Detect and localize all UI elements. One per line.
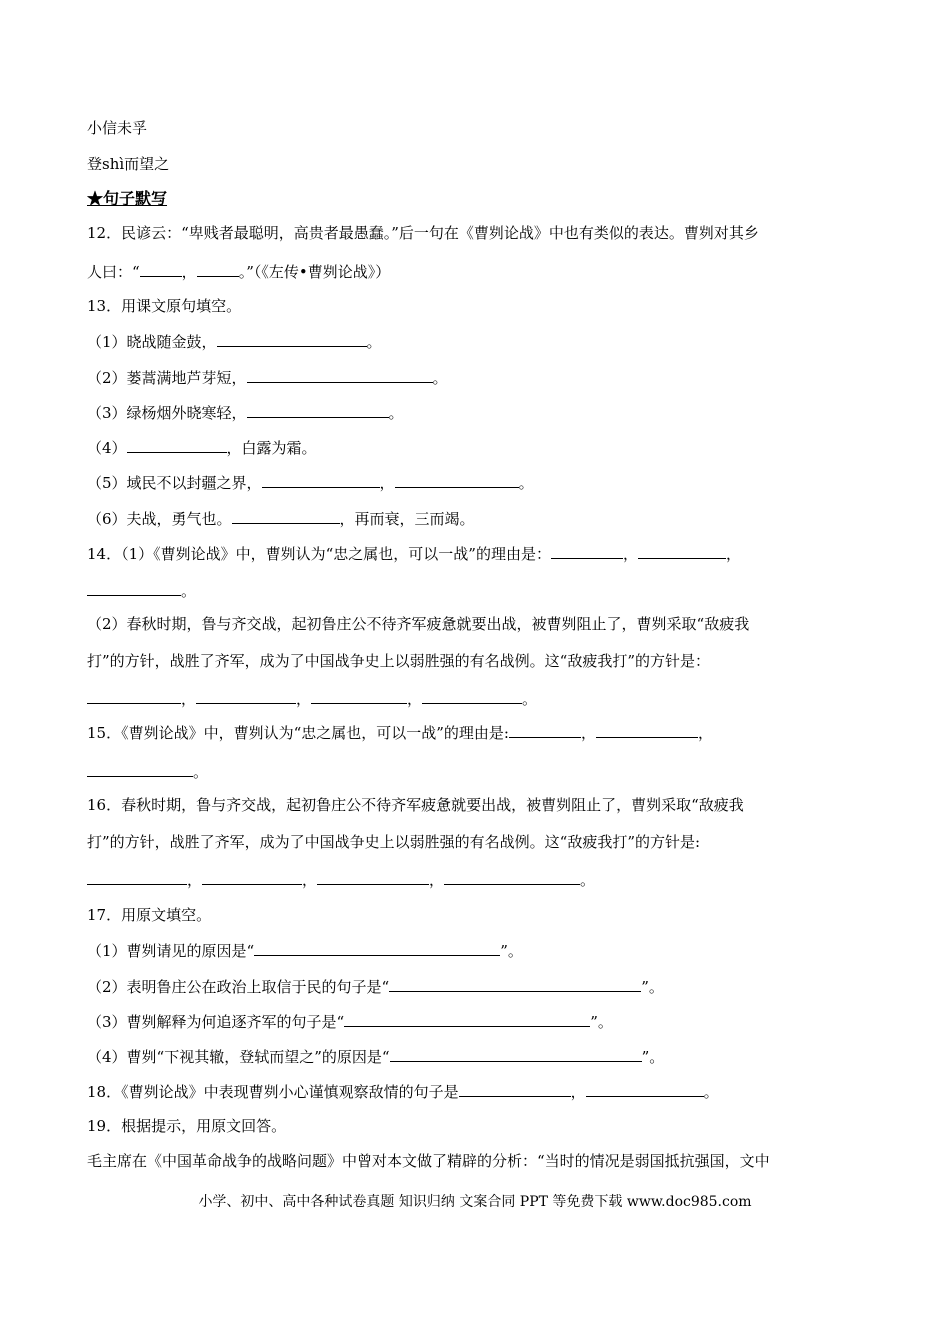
question-17-item-3 — [87, 1011, 613, 1032]
question-17-item-4 — [87, 1046, 664, 1067]
text-fragment: （2）蒌蒿满地芦芽短， — [87, 369, 247, 387]
answer-blank[interactable] — [202, 869, 302, 885]
question-12-line-1: 12．民谚云：“卑贱者最聪明，高贵者最愚蠢。”后一句在《曹刿论战》中也有类似的表达。曹刿对其乡 — [87, 224, 759, 242]
text-fragment: 。 — [703, 1083, 719, 1101]
text-fragment: ， — [580, 724, 596, 742]
answer-blank[interactable] — [87, 869, 187, 885]
text-fragment: 人曰：“ — [87, 263, 140, 281]
answer-blank[interactable] — [344, 1011, 590, 1027]
text-fragment: 。 — [522, 690, 538, 708]
text-fragment: （5）域民不以封疆之界， — [87, 474, 262, 492]
answer-blank[interactable] — [422, 688, 522, 704]
answer-blank[interactable] — [389, 976, 641, 992]
text-fragment: （3）曹刿解释为何追逐齐军的句子是“ — [87, 1013, 345, 1031]
text-fragment: ”。 — [641, 1048, 665, 1066]
answer-blank[interactable] — [87, 688, 181, 704]
question-17-stem: 17．用原文填空。 — [87, 906, 212, 924]
text-fragment: （1）曹刿请见的原因是“ — [87, 942, 255, 960]
question-12-line-2 — [87, 261, 390, 282]
page-footer: 小学、初中、高中各种试卷真题 知识归纳 文案合同 PPT 等免费下载 www.doc985.com — [198, 1194, 752, 1210]
answer-blank[interactable] — [247, 402, 389, 418]
text-fragment: ， — [570, 1083, 586, 1101]
question-16-line-2: 打”的方针，战胜了齐军，成为了中国战争史上以弱胜强的有名战例。这“敌疲我打”的方针是: — [87, 833, 701, 851]
question-14-line-3: （2）春秋时期，鲁与齐交战，起初鲁庄公不待齐军疲惫就要出战，被曹刿阻止了，曹刿采取“敌疲我 — [87, 615, 750, 633]
question-14-line-5 — [87, 688, 537, 709]
question-13-stem: 13．用课文原句填空。 — [87, 297, 242, 315]
answer-blank[interactable] — [232, 508, 340, 524]
text-fragment: ， — [379, 474, 395, 492]
answer-blank[interactable] — [551, 543, 623, 559]
question-19-stem: 19．根据提示，用原文回答。 — [87, 1117, 287, 1135]
question-19-line-2: 毛主席在《中国革命战争的战略问题》中曾对本文做了精辟的分析：“当时的情况是弱国抵抗强国，文中 — [87, 1152, 770, 1170]
text-fragment: 14．（1）《曹刿论战》中，曹刿认为“忠之属也，可以一战”的理由是： — [87, 545, 551, 563]
text-fragment: ， — [726, 545, 742, 563]
text-fragment: 。 — [432, 369, 448, 387]
question-13-item-3 — [87, 402, 404, 423]
answer-blank[interactable] — [586, 1081, 704, 1097]
question-18 — [87, 1081, 719, 1102]
text-fragment: ， — [429, 871, 445, 889]
question-14-line-2 — [87, 580, 196, 601]
question-13-item-6 — [87, 508, 475, 529]
text-fragment: ”。 — [500, 942, 523, 960]
text-fragment: 。 — [193, 763, 209, 781]
section-heading: ★句子默写 — [87, 189, 168, 208]
answer-blank[interactable] — [254, 940, 500, 956]
text-line: 登shì而望之 — [87, 155, 170, 173]
text-fragment: 。 — [181, 582, 197, 600]
text-fragment: ， — [296, 690, 312, 708]
text-fragment: 。 — [580, 871, 596, 889]
answer-blank[interactable] — [390, 1046, 642, 1062]
text-fragment: ， — [181, 690, 197, 708]
text-fragment: ， — [302, 871, 318, 889]
question-17-item-1 — [87, 940, 523, 961]
answer-blank[interactable] — [444, 869, 580, 885]
question-16-line-1: 16．春秋时期，鲁与齐交战，起初鲁庄公不待齐军疲惫就要出战，被曹刿阻止了，曹刿采取“敌疲我 — [87, 796, 744, 814]
text-fragment: ， — [187, 871, 203, 889]
answer-blank[interactable] — [127, 437, 227, 453]
text-fragment: 15．《曹刿论战》中，曹刿认为“忠之属也，可以一战”的理由是: — [87, 724, 509, 742]
text-fragment: ，再而衰，三而竭。 — [339, 510, 475, 528]
text-fragment: ， — [181, 263, 197, 281]
question-15-line-1 — [87, 722, 713, 743]
text-fragment: （3）绿杨烟外晓寒轻， — [87, 404, 247, 422]
answer-blank[interactable] — [140, 261, 182, 277]
question-16-line-3 — [87, 869, 595, 890]
text-line: 小信未孚 — [87, 119, 148, 137]
question-14-line-1 — [87, 543, 741, 564]
question-13-item-2 — [87, 367, 448, 388]
text-fragment: ”。 — [641, 978, 664, 996]
text-fragment: （4） — [87, 439, 127, 457]
text-fragment: ， — [407, 690, 423, 708]
text-fragment: （6）夫战，勇气也。 — [87, 510, 232, 528]
question-15-line-2 — [87, 761, 208, 782]
answer-blank[interactable] — [596, 722, 698, 738]
text-fragment: （4）曹刿“下视其辙，登轼而望之”的原因是“ — [87, 1048, 390, 1066]
answer-blank[interactable] — [197, 261, 239, 277]
answer-blank[interactable] — [459, 1081, 571, 1097]
text-fragment: （2）表明鲁庄公在政治上取信于民的句子是“ — [87, 978, 390, 996]
question-14-line-4: 打”的方针，战胜了齐军，成为了中国战争史上以弱胜强的有名战例。这“敌疲我打”的方针是： — [87, 652, 711, 670]
answer-blank[interactable] — [638, 543, 726, 559]
text-fragment: （1）晓战随金鼓， — [87, 333, 217, 351]
answer-blank[interactable] — [196, 688, 296, 704]
text-fragment: ”。 — [590, 1013, 613, 1031]
text-fragment: 18．《曹刿论战》中表现曹刿小心谨慎观察敌情的句子是 — [87, 1083, 459, 1101]
text-fragment: ， — [622, 545, 638, 563]
text-fragment: 。 — [518, 474, 534, 492]
answer-blank[interactable] — [87, 761, 193, 777]
question-13-item-1 — [87, 331, 382, 352]
text-fragment: 。”（《左传•曹刿论战》） — [238, 263, 391, 281]
answer-blank[interactable] — [217, 331, 367, 347]
answer-blank[interactable] — [509, 722, 581, 738]
answer-blank[interactable] — [247, 367, 433, 383]
text-fragment: ，白露为霜。 — [226, 439, 317, 457]
answer-blank[interactable] — [262, 472, 380, 488]
question-13-item-4 — [87, 437, 317, 458]
question-13-item-5 — [87, 472, 534, 493]
answer-blank[interactable] — [317, 869, 429, 885]
text-fragment: ， — [698, 724, 714, 742]
answer-blank[interactable] — [395, 472, 519, 488]
text-fragment: 。 — [366, 333, 382, 351]
answer-blank[interactable] — [87, 580, 181, 596]
answer-blank[interactable] — [311, 688, 407, 704]
text-fragment: 。 — [388, 404, 404, 422]
question-17-item-2 — [87, 976, 664, 997]
